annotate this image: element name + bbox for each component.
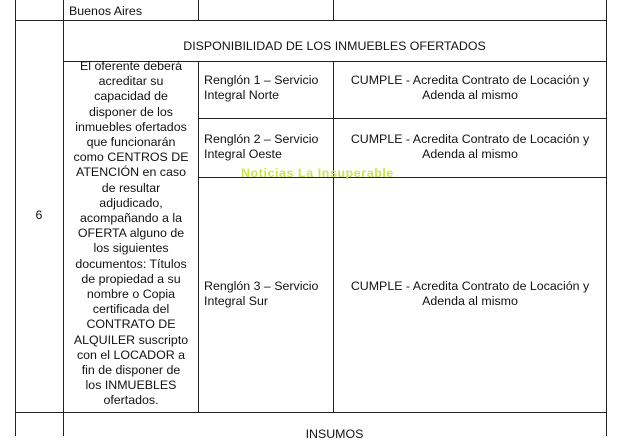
requirement-line: con el LOCADOR a (76, 347, 186, 362)
requirement-line: ATENCIÓN en caso (76, 165, 186, 180)
requirement-line: adjudicado, (99, 195, 163, 210)
renglon-name-line: Renglón 3 – Servicio (204, 279, 319, 293)
requirement-line: CONTRATO DE (86, 317, 176, 332)
requirement-line: de propiedad a su (81, 271, 181, 286)
renglon-result-line: CUMPLE - Acredita Contrato de Locación y (350, 132, 590, 146)
renglon-result-line: CUMPLE - Acredita Contrato de Locación y (350, 73, 590, 87)
section-title: DISPONIBILIDAD DE LOS INMUEBLES OFERTADOS (183, 39, 486, 53)
requirement-line: OFERTA alguno de (77, 226, 185, 241)
right-border (606, 0, 607, 436)
renglon-name (204, 279, 318, 309)
requirement-cell (64, 59, 198, 409)
result-column-divider (333, 0, 334, 20)
requirement-line: acompañando a la (80, 211, 182, 226)
renglon-result-line: CUMPLE - Acredita Contrato de Locación y (350, 279, 590, 293)
requirement-line: acreditar su (98, 74, 164, 89)
requirement-line: los siguientes (93, 241, 169, 256)
renglon-name-line: Renglón 2 – Servicio (204, 132, 319, 146)
renglon-name (204, 73, 318, 103)
requirement-line: capacidad de (94, 89, 168, 104)
row-divider (15, 20, 607, 21)
location-cell: Buenos Aires (69, 4, 143, 18)
renglon-divider (198, 118, 607, 119)
renglon-name-line: Renglón 1 – Servicio (204, 73, 319, 87)
requirement-line: de resultar (101, 180, 161, 195)
renglon-name-line: Integral Oeste (204, 147, 282, 162)
requirement-column-divider (198, 0, 199, 20)
requirement-line: ofertados. (103, 393, 159, 408)
renglon-result (334, 279, 606, 309)
requirement-line: ALQUILER suscripto (73, 332, 189, 347)
renglon-name-line: Integral Sur (204, 294, 269, 309)
requirement-line: fin de disponer de (81, 363, 181, 378)
row-number: 6 (35, 208, 43, 222)
requirement-line: nombre o Copia (86, 287, 176, 302)
row-divider (15, 412, 607, 413)
requirement-line: documentos: Títulos (75, 256, 187, 271)
renglon-result-line: Adenda al mismo (422, 294, 518, 309)
renglon-result (334, 73, 606, 103)
renglon-name-line: Integral Norte (204, 88, 280, 103)
requirement-line: certificada del (92, 302, 170, 317)
result-column-divider (333, 61, 334, 412)
next-section-title: INSUMOS (305, 427, 364, 441)
renglon-result-line: Adenda al mismo (422, 147, 518, 162)
requirement-column-divider (198, 61, 199, 412)
requirement-line: los INMUEBLES (85, 378, 177, 393)
requirement-line: como CENTROS DE (73, 150, 189, 165)
requirement-line: inmuebles ofertados (75, 119, 187, 134)
requirement-line: disponer de los (88, 104, 174, 119)
renglon-result (334, 132, 606, 162)
renglon-name (204, 132, 318, 162)
requirement-line: El oferente deberá (80, 59, 182, 73)
renglon-result-line: Adenda al mismo (422, 88, 518, 103)
watermark: Noticias La Insuperable (241, 166, 394, 180)
requirement-line: que funcionarán (86, 135, 176, 150)
